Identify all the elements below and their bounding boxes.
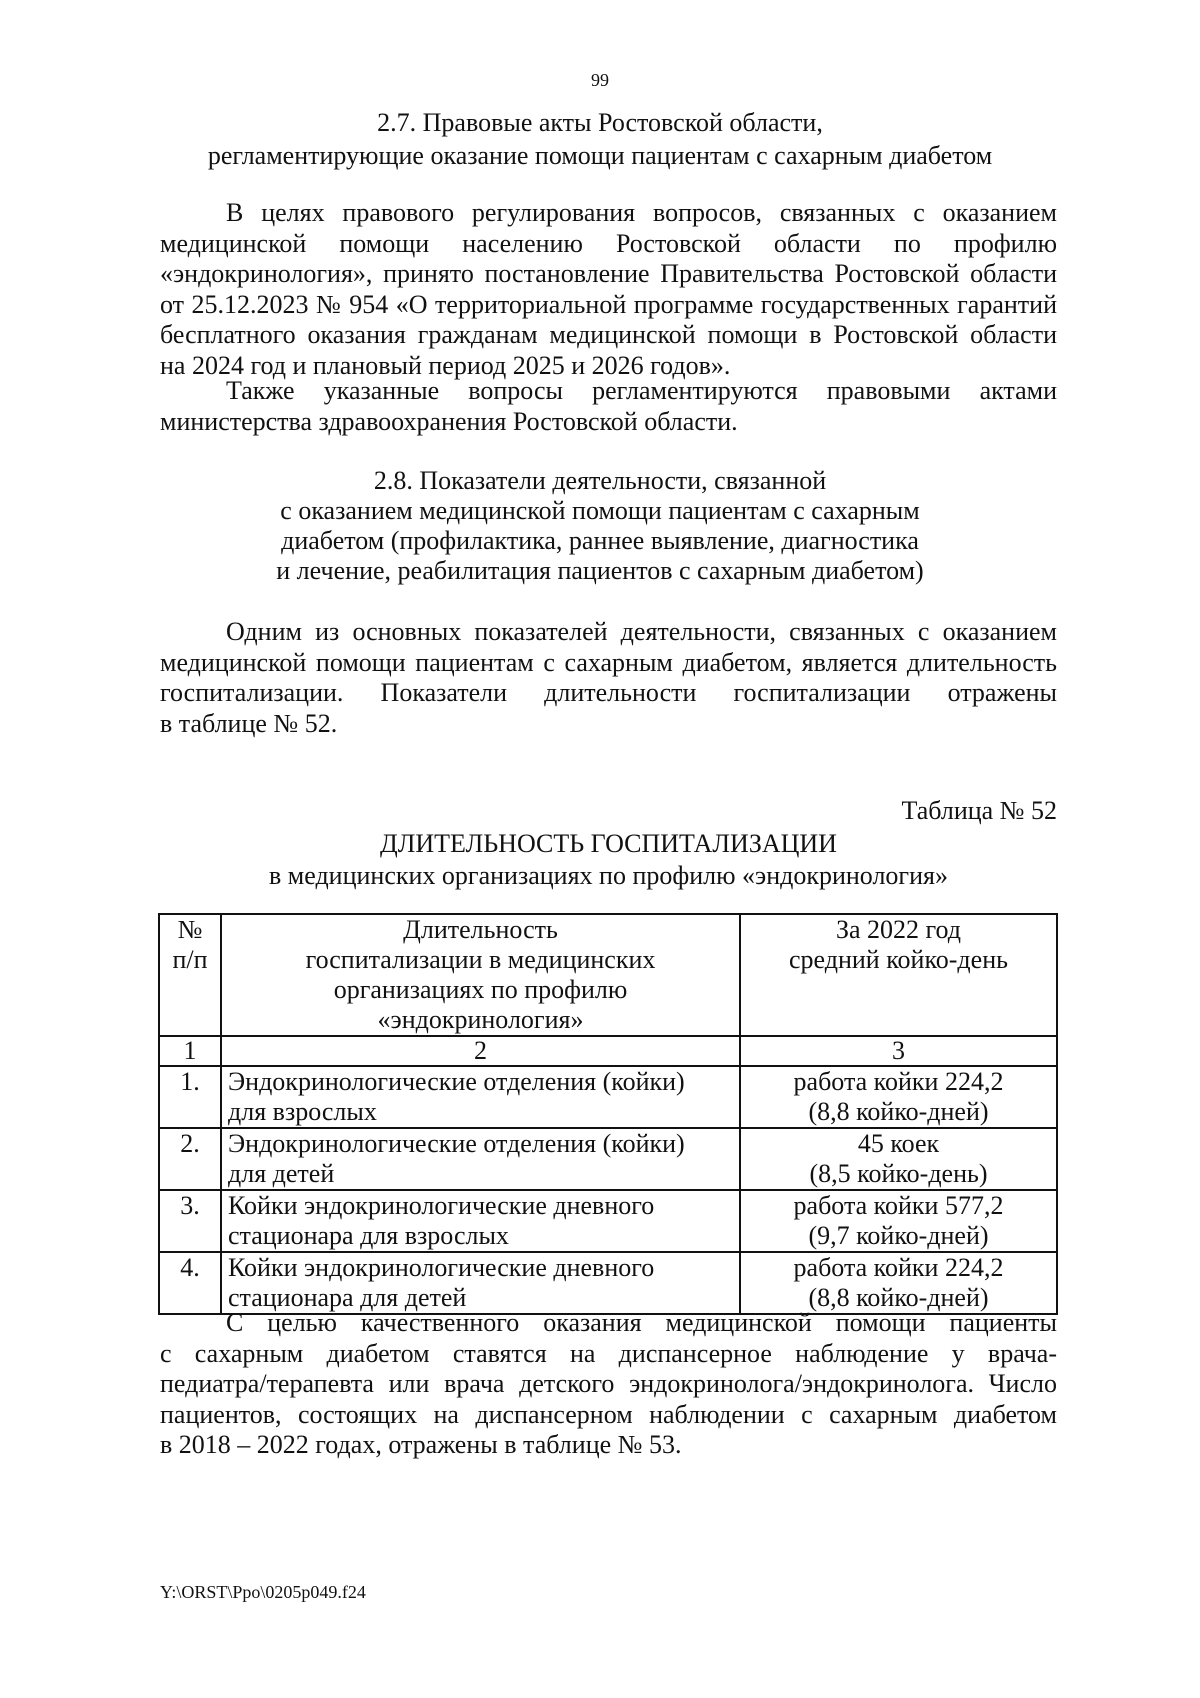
row-value: работа койки 577,2 (9,7 койко-дней) bbox=[740, 1190, 1057, 1252]
table-header-row bbox=[159, 914, 1057, 1036]
section-28-heading bbox=[160, 466, 1040, 586]
paragraph-line: в 2018 – 2022 годах, отражены в таблице № 53. bbox=[160, 1430, 682, 1459]
header-year: За 2022 год средний койко-день bbox=[740, 914, 1057, 1036]
table-row bbox=[159, 1128, 1057, 1190]
row-num: 1. bbox=[159, 1066, 221, 1128]
paragraph-line: С целью качественного оказания медицинской помощи пациенты bbox=[226, 1308, 1057, 1337]
heading-line: диабетом (профилактика, раннее выявление, диагностика bbox=[281, 526, 919, 555]
row-name: Эндокринологические отделения (койки) для взрослых bbox=[221, 1066, 740, 1128]
header-num: № п/п bbox=[159, 914, 221, 1036]
row-name: Койки эндокринологические дневного стационара для взрослых bbox=[221, 1190, 740, 1252]
closing-paragraph bbox=[160, 1308, 1057, 1461]
paragraph-line: на 2024 год и плановый период 2025 и 2026 годов». bbox=[160, 350, 731, 380]
paragraph-line: министерства здравоохранения Ростовской области. bbox=[160, 406, 738, 436]
heading-line: с оказанием медицинской помощи пациентам с сахарным bbox=[280, 496, 920, 525]
table-row bbox=[159, 1190, 1057, 1252]
table-column-numbers bbox=[159, 1036, 1057, 1066]
page-number: 99 bbox=[591, 70, 609, 90]
paragraph-line: Одним из основных показателей деятельности, связанных с оказанием bbox=[226, 617, 1057, 646]
row-name: Койки эндокринологические дневного стационара для детей bbox=[221, 1252, 740, 1314]
heading-line: регламентирующие оказание помощи пациентам с сахарным диабетом bbox=[207, 141, 993, 170]
paragraph-line: пациентов, состоящих на диспансерном наблюдении с сахарным диабетом bbox=[160, 1399, 1057, 1429]
table-subtitle: в медицинских организациях по профилю «эндокринология» bbox=[269, 861, 948, 890]
column-number: 1 bbox=[159, 1036, 221, 1066]
paragraph-line: «эндокринология», принято постановление Правительства Ростовской области bbox=[160, 259, 1057, 288]
table-title-block bbox=[160, 828, 1057, 892]
section-27-paragraph-2 bbox=[160, 376, 1057, 437]
row-name: Эндокринологические отделения (койки) для детей bbox=[221, 1128, 740, 1190]
row-num: 3. bbox=[159, 1190, 221, 1252]
section-27-heading bbox=[160, 106, 1040, 172]
paragraph-line: бесплатного оказания гражданам медицинской помощи в Ростовской области bbox=[160, 320, 1057, 349]
paragraph-line: медицинской помощи населению Ростовской области по профилю bbox=[160, 228, 1057, 258]
column-number: 3 bbox=[740, 1036, 1057, 1066]
row-value: 45 коек (8,5 койко-день) bbox=[740, 1128, 1057, 1190]
row-value: работа койки 224,2 (8,8 койко-дней) bbox=[740, 1252, 1057, 1314]
table-row bbox=[159, 1252, 1057, 1314]
paragraph-line: медицинской помощи пациентам с сахарным диабетом, является длительность bbox=[160, 647, 1057, 677]
heading-line: и лечение, реабилитация пациентов с сахарным диабетом) bbox=[276, 556, 924, 585]
section-28-paragraph bbox=[160, 617, 1057, 739]
row-num: 4. bbox=[159, 1252, 221, 1314]
footer-file-path: Y:\ORST\Ppo\0205p049.f24 bbox=[160, 1582, 366, 1602]
heading-line: 2.8. Показатели деятельности, связанной bbox=[373, 466, 827, 495]
table-label: Таблица № 52 bbox=[901, 796, 1057, 825]
table-row bbox=[159, 1066, 1057, 1128]
paragraph-line: госпитализации. Показатели длительности госпитализации отражены bbox=[160, 678, 1057, 707]
paragraph-line: Также указанные вопросы регламентируются правовыми актами bbox=[226, 376, 1057, 405]
hospitalization-table bbox=[158, 913, 1058, 1315]
section-27-paragraph-1 bbox=[160, 198, 1057, 381]
column-number: 2 bbox=[221, 1036, 740, 1066]
header-duration: Длительность госпитализации в медицинских организациях по профилю «эндокринология» bbox=[221, 914, 740, 1036]
paragraph-line: В целях правового регулирования вопросов, связанных с оказанием bbox=[226, 198, 1057, 227]
paragraph-line: от 25.12.2023 № 954 «О территориальной программе государственных гарантий bbox=[160, 289, 1057, 319]
paragraph-line: педиатра/терапевта или врача детского эндокринолога/эндокринолога. Число bbox=[160, 1369, 1057, 1398]
row-value: работа койки 224,2 (8,8 койко-дней) bbox=[740, 1066, 1057, 1128]
row-num: 2. bbox=[159, 1128, 221, 1190]
heading-line: 2.7. Правовые акты Ростовской области, bbox=[377, 108, 823, 137]
paragraph-line: с сахарным диабетом ставятся на диспансерное наблюдение у врача- bbox=[160, 1338, 1057, 1368]
paragraph-line: в таблице № 52. bbox=[160, 708, 338, 738]
table-title: ДЛИТЕЛЬНОСТЬ ГОСПИТАЛИЗАЦИИ bbox=[380, 829, 837, 858]
